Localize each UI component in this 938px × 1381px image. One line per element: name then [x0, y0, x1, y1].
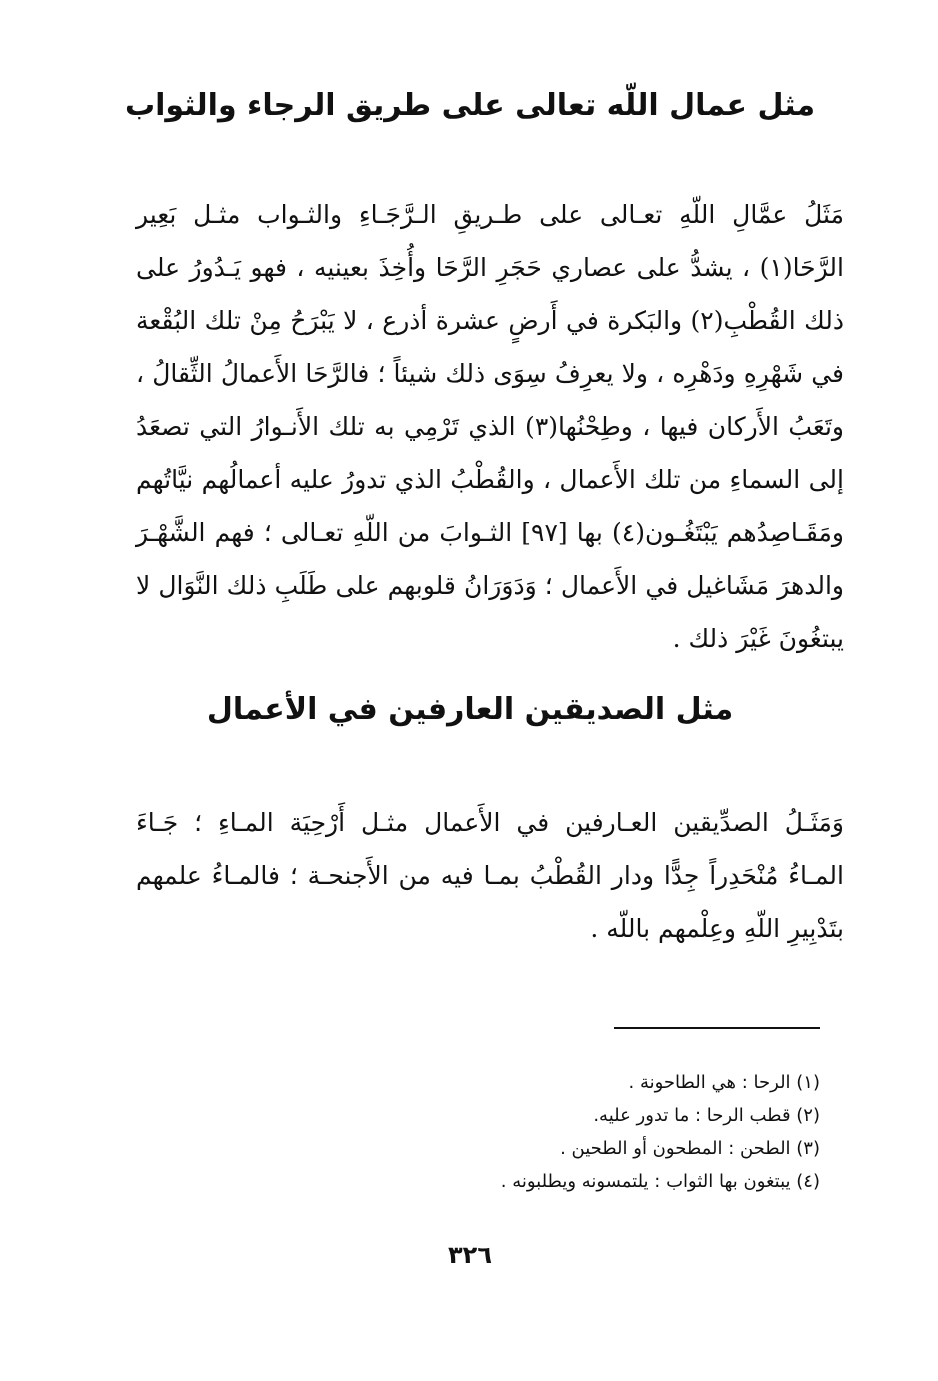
paragraph-line: وَمَثَـلُ الصدِّيقين العـارفين في الأَعمال مثـل أَرْحِيَة المـاءِ ؛ جَـاءَ — [136, 808, 844, 837]
footnotes — [300, 1066, 820, 1198]
footnote: (٤) يبتغون بها الثواب : يلتمسونه ويطلبونه . — [500, 1171, 820, 1192]
paragraph-line: الرَّحَا(١) ، يشدُّ على عصاري حَجَرِ الرَّحَا وأُخِذَ بعينيه ، فهو يَـدُورُ على — [136, 253, 844, 282]
paragraph-1 — [136, 188, 844, 665]
footnote: (٢) قطب الرحا : ما تدور عليه. — [593, 1105, 820, 1126]
paragraph-line: وتَعَبُ الأَركان فيها ، وطِحْنُها(٣) الذي تَرْمِي به تلك الأَنـوارُ التي تصعَدُ — [136, 412, 844, 441]
section-title-2: مثل الصديقين العارفين في الأعمال — [206, 692, 734, 727]
paragraph-line: ومَقَـاصِدُهم يَبْتَغُـون(٤) بها [٩٧] الثـوابَ من اللّهِ تعـالى ؛ فهم الشَّهْـرَ — [136, 518, 844, 547]
paragraph-line: في شَهْرِهِ ودَهْرِه ، ولا يعرِفُ سِوَى ذلك شيئاً ؛ فالرَّحَا الأَعمالُ الثِّقالُ ، — [136, 359, 844, 388]
paragraph-line: والدهرَ مَشَاغيل في الأَعمال ؛ وَدَوَرَانُ قلوبهم على طَلَبِ ذلك النَّوَال لا — [136, 571, 844, 600]
paragraph-line: إلى السماءِ من تلك الأَعمال ، والقُطْبُ الذي تدورُ عليه أعمالُهم نيَّاتُهم — [136, 465, 844, 494]
paragraph-line: المـاءُ مُنْحَدِراً جِدًّا ودار القُطْبُ بمـا فيه من الأَجنحـة ؛ فالمـاءُ علمهم — [136, 861, 844, 890]
paragraph-line: يبتغُونَ غَيْرَ ذلك . — [672, 624, 844, 653]
page-number: ٣٢٦ — [448, 1241, 492, 1269]
paragraph-2 — [136, 796, 844, 955]
paragraph-line: بتَدْبِيرِ اللّهِ وعِلْمهم باللّه . — [590, 914, 844, 943]
footnote: (٣) الطحن : المطحون أو الطحين . — [560, 1138, 820, 1159]
footnote: (١) الرحا : هي الطاحونة . — [628, 1072, 820, 1093]
footnote-divider — [614, 1027, 820, 1029]
paragraph-line: ذلك القُطْبِ(٢) والبَكرة في أَرضٍ عشرة أذرع ، لا يَبْرَحُ مِنْ تلك البُقْعة — [136, 306, 844, 335]
section-title-1: مثل عمال اللّه تعالى على طريق الرجاء والثواب — [124, 88, 816, 123]
paragraph-line: مَثَلُ عمَّالِ اللّهِ تعـالى على طـريقِ الـرَّجَـاءِ والثـواب مثـل بَعِير — [136, 200, 844, 229]
